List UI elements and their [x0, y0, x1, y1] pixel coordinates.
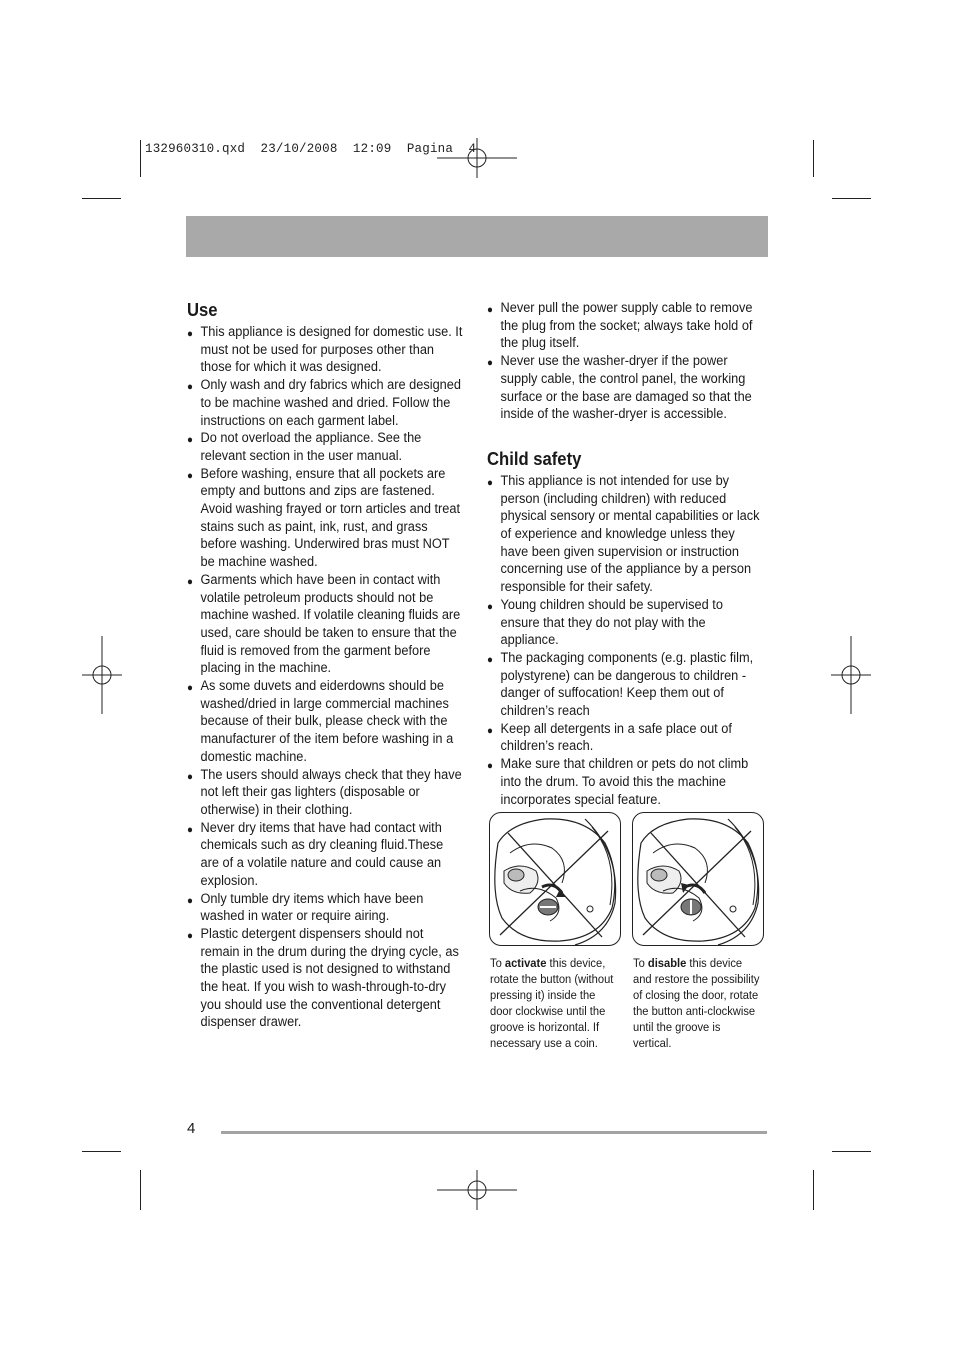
page-number: 4 [187, 1120, 196, 1137]
use-section [187, 300, 464, 1032]
door-lock-activate-illustration [489, 812, 621, 946]
child-safety-list [487, 473, 764, 809]
bullet-icon: ● [187, 929, 193, 942]
bullet-icon: ● [487, 760, 493, 773]
list-item: ● Keep all detergents in a safe place out of children’s reach. [487, 720, 732, 755]
child-safety-heading: Child safety [487, 447, 582, 469]
list-item: ● The users should always check that they have not left their gas lighters (disposable or otherwise) in their clothing. [187, 766, 462, 818]
list-item: ● This appliance is designed for domestic use. It must not be used for purposes other than those for which it was designed. [187, 324, 463, 376]
bullet-icon: ● [487, 304, 493, 316]
header-band [186, 216, 768, 257]
bullet-icon: ● [187, 894, 193, 907]
list-item: ● Plastic detergent dispensers should not remain in the drum during the drying cycle, as the plastic used is not designed to withstand the heat. If you wish to wash-through-to-dry you should use the conventional detergent dispenser drawer. [187, 925, 459, 1031]
bullet-icon: ● [187, 469, 193, 482]
list-item: ● Only tumble dry items which have been washed in water or require airing. [187, 890, 424, 925]
registration-mark-right [831, 636, 871, 714]
door-lock-disable-illustration [632, 812, 764, 946]
print-slug: 132960310.qxd 23/10/2008 12:09 Pagina 4 [145, 142, 477, 156]
bullet-icon: ● [487, 476, 493, 489]
list-item: ● Young children should be supervised to ensure that they do not play with the appliance. [487, 596, 723, 649]
activate-caption: To activate this device, rotate the button (without pressing it) inside the door clockwise until the groove is horizontal. If necessary use a coin. [490, 956, 614, 1050]
bullet-icon: ● [487, 357, 493, 370]
footer-rule [221, 1131, 767, 1134]
disable-caption: To disable this device and restore the possibility of closing the door, rotate the button anti-clockwise until the groove is vertical. [633, 956, 760, 1050]
bullet-icon: ● [187, 381, 193, 394]
list-item: ● Make sure that children or pets do not climb into the drum. To avoid this the machine incorporates special feature. [487, 756, 749, 808]
power-cable-list [487, 300, 764, 424]
list-item: ● Never pull the power supply cable to remove the plug from the socket; always take hold of the plug itself. [487, 300, 753, 352]
bullet-icon: ● [187, 770, 193, 783]
bullet-icon: ● [487, 600, 493, 613]
registration-mark-top [437, 138, 517, 178]
list-item: ● This appliance is not intended for use by person (including children) with reduced physical sensory or mental capabilities or lack of experience and knowledge unless they have been given supervision or instruction concerning use of the appliance by a person responsible for their safety. [487, 472, 760, 596]
list-item: ● Never dry items that have had contact with chemicals such as dry cleaning fluid.These are of a volatile nature and could cause an explosion. [187, 819, 444, 889]
bullet-icon: ● [487, 653, 493, 666]
right-column [487, 300, 764, 809]
bullet-icon: ● [487, 724, 493, 737]
list-item: ● The packaging components (e.g. plastic film, polystyrene) can be dangerous to children - danger of suffocation! Keep them out of children’s reach [487, 649, 754, 720]
bullet-icon: ● [187, 682, 193, 695]
bullet-icon: ● [187, 434, 193, 447]
bullet-icon: ● [187, 575, 193, 588]
list-item: ● Only wash and dry fabrics which are designed to be machine washed and dried. Follow the instructions on each garment label. [187, 377, 461, 429]
use-heading: Use [187, 299, 218, 320]
bullet-icon: ● [187, 823, 193, 836]
list-item: ● Never use the washer-dryer if the power supply cable, the control panel, the working surface or the base are damaged so that the inside of the washer-dryer is accessible. [487, 353, 752, 423]
registration-mark-left [82, 636, 122, 714]
list-item: ● As some duvets and eiderdowns should be washed/dried in large commercial machines because of their bulk, please check with the manufacturer of the item before washing in a domestic machine. [187, 678, 454, 765]
list-item: ● Garments which have been in contact with volatile petroleum products should not be machine washed. If volatile cleaning fluids are used, care should be taken to ensure that the fluid is removed from the garment before placing in the machine. [187, 571, 461, 677]
list-item: ● Before washing, ensure that all pockets are empty and buttons and zips are fastened. Avoid washing frayed or torn articles and treat stains such as paint, ink, rust, and grass before washing. Underwired bras must NOT be machine washed. [187, 465, 461, 571]
registration-mark-bottom [437, 1170, 517, 1210]
bullet-icon: ● [187, 328, 193, 340]
use-list [187, 324, 464, 1032]
list-item: ● Do not overload the appliance. See the relevant section in the user manual. [187, 430, 422, 464]
